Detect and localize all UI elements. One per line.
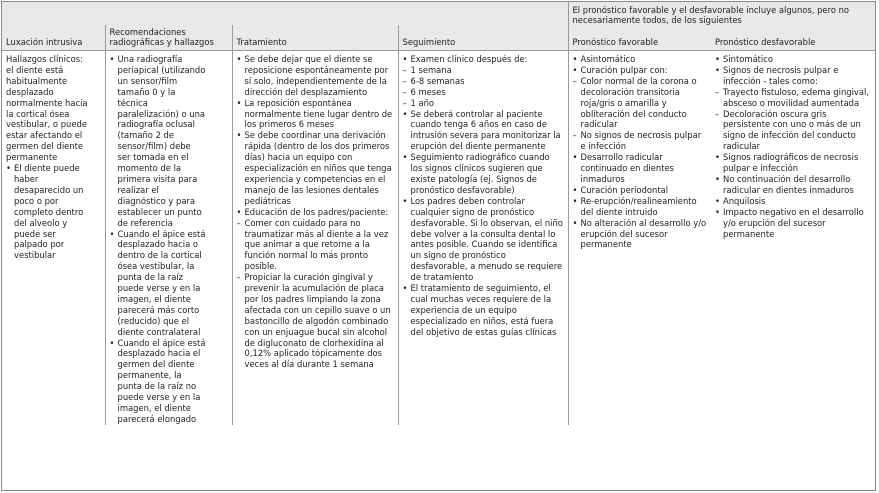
guideline-table-frame: [1, 1, 876, 491]
sub-list-item: – 1 año: [403, 98, 564, 109]
header-tratamiento: Tratamiento: [232, 25, 398, 51]
list-item: • No continuación del desarrollo radicular en dientes inmaduros: [715, 174, 873, 196]
list-item: • Se deberá controlar al paciente cuando tenga 6 años en caso de intrusión severa para monitorizar la erupción del diente permanente: [403, 109, 564, 153]
sub-list-item: – 6-8 semanas: [403, 76, 564, 87]
list-item: • Re-erupción/realineamiento del diente intruido: [573, 196, 708, 218]
list-item: • Impacto negativo en el desarrollo y/o erupción del sucesor permanente: [715, 207, 873, 240]
list-item: • Seguimiento radiográfico cuando los signos clínicos sugieren que existe patología (ej. Signos de pronóstico desfavorable): [403, 152, 564, 196]
list-item: • Los padres deben controlar cualquier signo de pronóstico desfavorable. Si lo observan, el niño debe volver a la consulta dental lo antes posible. Cuando se identifica un signo de pronóstico desfavorable, a menudo se requiere de tratamiento: [403, 196, 564, 283]
header-seguimiento: Seguimiento: [398, 25, 568, 51]
list-item: • Examen clínico después de:: [403, 54, 564, 65]
list-item: • El tratamiento de seguimiento, el cual muchas veces requiere de la experiencia de un equipo especializado en niños, está fuera del objetivo de estas guías clínicas: [403, 283, 564, 338]
list-item: • Cuando el ápice está desplazado hacia o dentro de la cortical ósea vestibular, la punta de la raíz puede verse y en la imagen, el diente parecerá más corto (reducido) que el diente contralateral: [110, 229, 206, 338]
header-luxacion-intrusiva: Luxación intrusiva: [2, 25, 105, 51]
list-item: • Curación pulpar con:: [573, 65, 708, 76]
list-item: • Educación de los padres/paciente:: [237, 207, 394, 218]
list-item: • Se debe dejar que el diente se reposicione espontáneamente por sí solo, independientemente de la dirección del desplazamiento: [237, 54, 394, 98]
list-item: • Signos radiográficos de necrosis pulpar e infección: [715, 152, 873, 174]
list-item: • Signos de necrosis pulpar e infección - tales como:: [715, 65, 873, 87]
sub-list-item: – Comer con cuidado para no traumatizar más al diente a la vez que animar a que retorne a la función normal lo más pronto posible.: [237, 218, 394, 273]
sub-list-item: – 1 semana: [403, 65, 564, 76]
cell-radiographic: [105, 51, 232, 425]
prognosis-group-header: El pronóstico favorable y el desfavorable incluye algunos, pero no necesariamente todos, de los siguientes: [568, 2, 876, 25]
cell-unfavorable-prognosis: [711, 51, 876, 425]
clinical-findings-text: Hallazgos clínicos: el diente está habitualmente desplazado normalmente hacia la cortical ósea vestibular, o puede estar afectando el germen del diente permanente: [6, 54, 88, 163]
cell-clinical-findings: [2, 51, 105, 425]
header-spacer: [2, 2, 568, 25]
sub-list-item: – Decoloración oscura gris persistente con uno o más de un signo de infección del conducto radicular: [715, 109, 873, 153]
header-pronostico-favorable: Pronóstico favorable: [568, 25, 711, 51]
cell-treatment: [232, 51, 398, 425]
intrusive-luxation-table: [2, 2, 876, 425]
sub-list-item: – Color normal de la corona o decoloración transitoria roja/gris o amarilla y obliteración del conducto radicular: [573, 76, 708, 131]
cell-follow-up: [398, 51, 568, 425]
sub-list-item: – 6 meses: [403, 87, 564, 98]
list-item: • Cuando el ápice está desplazado hacia el germen del diente permanente, la punta de la raíz no puede verse y en la imagen, el diente parecerá elongado: [110, 338, 206, 425]
sub-list-item: – Trayecto fistuloso, edema gingival, absceso o movilidad aumentada: [715, 87, 873, 109]
list-item: • Se debe coordinar una derivación rápida (dentro de los dos primeros días) hacia un equipo con especialización en niños que tenga experiencia y competencias en el manejo de las lesiones dentales pediátricas: [237, 130, 394, 206]
list-item: • Asintomático: [573, 54, 708, 65]
cell-favorable-prognosis: [568, 51, 711, 425]
header-pronostico-desfavorable: Pronóstico desfavorable: [711, 25, 876, 51]
list-item: • Curación periodontal: [573, 185, 708, 196]
list-item: • El diente puede haber desaparecido un poco o por completo dentro del alveolo y puede ser palpado por vestibular: [6, 163, 91, 261]
sub-list-item: – No signos de necrosis pulpar e infección: [573, 130, 708, 152]
sub-list-item: – Propiciar la curación gingival y prevenir la acumulación de placa por los padres limpiando la zona afectada con un cepillo suave o un bastoncillo de algodón combinado con un enjuague bucal sin alcohol de digluconato de clorhexidina al 0,12% aplicado tópicamente dos veces al día durante 1 semana: [237, 272, 394, 370]
list-item: • Sintomático: [715, 54, 873, 65]
list-item: • Una radiografía periapical (utilizando un sensor/film tamaño 0 y la técnica paralelización) o una radiografía oclusal (tamaño 2 de sensor/film) debe ser tomada en el momento de la primera visita para realizar el diagnóstico y para establecer un punto de referencia: [110, 54, 206, 229]
list-item: • La reposición espontánea normalmente tiene lugar dentro de los primeros 6 meses: [237, 98, 394, 131]
list-item: • No alteración al desarrollo y/o erupción del sucesor permanente: [573, 218, 708, 251]
header-recomendaciones: Recomendaciones radiográficas y hallazgos: [105, 25, 232, 51]
list-item: • Anquilosis: [715, 196, 873, 207]
list-item: • Desarrollo radicular continuado en dientes inmaduros: [573, 152, 708, 185]
